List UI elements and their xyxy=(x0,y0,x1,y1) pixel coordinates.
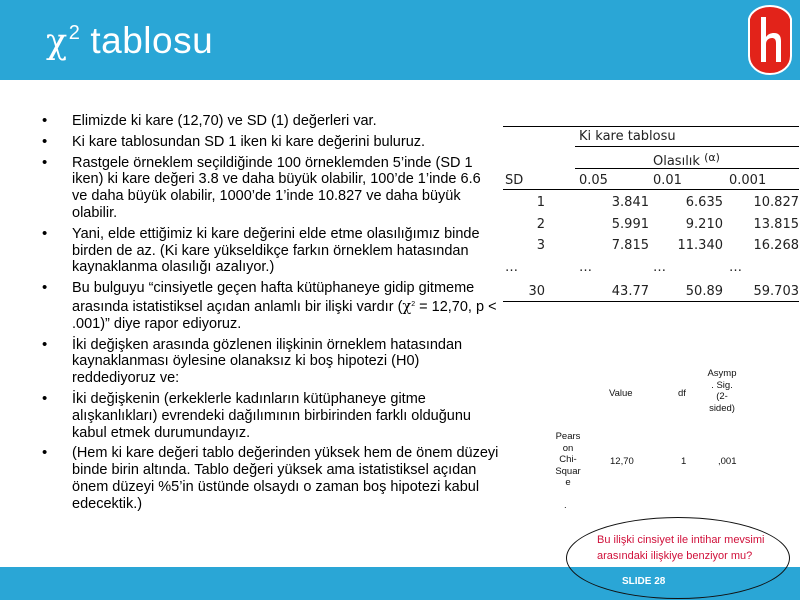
table-cell: 7.815 xyxy=(611,238,649,253)
table-rule xyxy=(503,301,799,302)
bullet-item: • Ki kare tablosundan SD 1 iken ki kare değerini buluruz. xyxy=(40,134,500,151)
bullet-text-prefix: Bu bulguyu “cinsiyetle geçen hafta kütüphaneye gidip gitmeme arasında istatistiksel açıdan anlamlı bir ilişki vardır ( xyxy=(72,280,475,315)
table-cell: 3.841 xyxy=(611,195,649,210)
header-cell: 0.05 xyxy=(579,173,608,188)
chi-symbol: χ xyxy=(46,22,68,62)
bullet-item: • Elimizde ki kare (12,70) ve SD (1) değerleri var. xyxy=(40,113,500,130)
table-cell: 30 xyxy=(528,284,545,299)
subtitle-text: Olasılık xyxy=(653,154,700,169)
table-cell: 10.827 xyxy=(753,195,799,210)
spss-header-line: . Sig. xyxy=(711,379,733,391)
spss-header-line: sided) xyxy=(709,402,735,414)
spss-header-df: df xyxy=(678,388,686,399)
title-text: tablosu xyxy=(90,20,214,61)
table-rule xyxy=(575,168,799,169)
bullet-item: • İki değişkenin (erkeklerle kadınların kütüphaneye gitme alışkanlıkları) evrendeki dağılımının birbirinden farklı olduğunu kabul etmek durumundayız. xyxy=(40,391,500,441)
table-rule xyxy=(503,189,799,190)
university-logo-icon xyxy=(746,4,794,76)
header-cell: SD xyxy=(505,173,524,188)
table-cell: 9.210 xyxy=(685,217,723,232)
spss-row-label xyxy=(550,431,586,489)
slide-title xyxy=(46,20,213,62)
table-rule xyxy=(503,126,799,127)
table-subtitle xyxy=(653,151,720,169)
header-cell: 0.01 xyxy=(653,173,682,188)
table-cell: 1 xyxy=(536,195,545,210)
chi-symbol: χ xyxy=(402,298,412,315)
callout-note: Bu ilişki cinsiyet ile intihar mevsimi arasındaki ilişkiye benziyor mu? xyxy=(597,534,765,562)
bullet-item: • Yani, elde ettiğimiz ki kare değerini elde etme olasılığımız binde birden de az. (Ki kare yükseldikçe farkın örneklem hatasından kaynaklanma olasılığı azalıyor.) xyxy=(40,226,500,276)
spss-label-line: Pears xyxy=(555,431,581,442)
spss-row-sig: ,001 xyxy=(718,456,737,467)
alpha-symbol: (α) xyxy=(704,151,720,164)
spss-label-line: on xyxy=(562,442,574,454)
spss-header-value: Value xyxy=(609,388,633,399)
chi-superscript: 2 xyxy=(68,22,81,44)
header-cell: 0.001 xyxy=(729,173,767,188)
table-cell: 43.77 xyxy=(611,284,649,299)
spss-header-line: Asymp xyxy=(707,368,737,379)
spss-label-line: Squar xyxy=(555,465,581,477)
bullet-text-suffix: = 12,70, p < .001)” diye rapor ediyoruz. xyxy=(72,298,497,332)
table-cell: … xyxy=(653,260,666,275)
spss-row-value: 12,70 xyxy=(610,456,634,467)
bullet-item xyxy=(40,280,500,332)
spss-header-line: (2- xyxy=(716,391,728,403)
bullet-item: • İki değişken arasında gözlenen ilişkinin örneklem hatasından kaynaklanması öylesine olanaksız ki boş hipotezi (H0) reddediyoruz ve: xyxy=(40,337,500,387)
table-cell: 5.991 xyxy=(611,217,649,232)
bullet-item: • Rastgele örneklem seçildiğinde 100 örneklemden 5’inde (SD 1 iken) ki kare değeri 3.8 ve daha büyük olabilir, 100’de 1’inde 6.6 ve daha büyük olabilir, 1000’de 1’inde 10.827 ve daha büyük olabilir. xyxy=(40,155,500,222)
table-cell: 6.635 xyxy=(685,195,723,210)
table-cell: 3 xyxy=(536,238,545,253)
table-title: Ki kare tablosu xyxy=(579,129,676,144)
table-cell: … xyxy=(579,260,592,275)
chi-superscript: 2 xyxy=(411,300,416,308)
bullet-list xyxy=(40,113,500,517)
table-cell: 59.703 xyxy=(753,284,799,299)
spss-header-asymp xyxy=(700,368,744,414)
table-rule xyxy=(575,146,799,147)
table-cell: 16.268 xyxy=(753,238,799,253)
table-cell: 50.89 xyxy=(685,284,723,299)
table-cell: … xyxy=(505,260,518,275)
slide-number: SLIDE 28 xyxy=(622,576,666,587)
spss-row-df: 1 xyxy=(681,456,687,467)
table-cell: 2 xyxy=(536,217,545,232)
table-cell: … xyxy=(729,260,742,275)
table-cell: 11.340 xyxy=(677,238,723,253)
bullet-item: • (Hem ki kare değeri tablo değerinden yüksek hem de önem düzeyi binde birin altında. Tablo değeri yüksek ama istatistiksel açıdan önem düzeyi %5’in üstünde olsaydı o zaman boş hipotezi kabul edecektik.) xyxy=(40,445,500,512)
spss-label-line: Chi- xyxy=(559,454,577,466)
table-cell: 13.815 xyxy=(753,217,799,232)
spss-label-line: e xyxy=(565,477,571,489)
spss-stray-dot: . xyxy=(564,500,567,511)
